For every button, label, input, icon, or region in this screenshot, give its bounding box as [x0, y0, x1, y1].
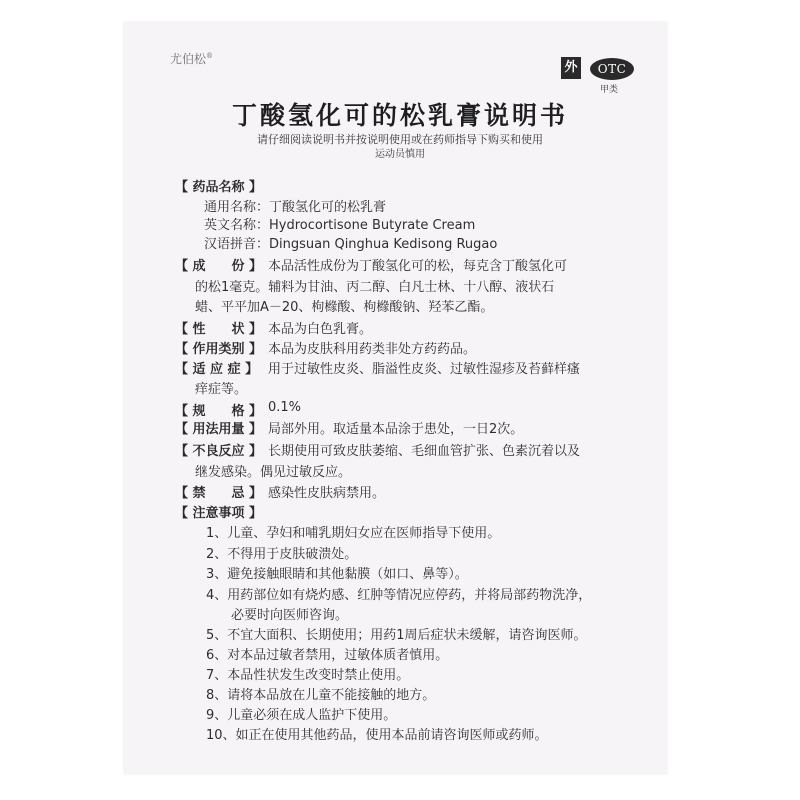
pinyin-name: 汉语拼音：Dingsuan Qinghua Kedisong Rugao [204, 237, 498, 252]
category-text: 本品为皮肤科用药类非处方药药品。 [268, 342, 477, 357]
composition-text: 本品活性成份为丁酸氢化可的松，每克含丁酸氢化可 [268, 259, 568, 274]
precaution-item: 6、对本品过敏者禁用，过敏体质者慎用。 [206, 648, 449, 663]
section-label-category: 【 作用类别 】 [175, 342, 263, 357]
composition-text: 的松1毫克。辅料为甘油、丙二醇、白凡士林、十八醇、液状石 [195, 280, 555, 295]
precaution-item: 5、不宜大面积、长期使用；用药1周后症状未缓解，请咨询医师。 [206, 628, 587, 643]
otc-badge: OTC [590, 58, 634, 80]
document-title: 丁酸氢化可的松乳膏说明书 [231, 101, 568, 130]
section-label-drug-name: 【 药品名称 】 [175, 180, 263, 195]
section-label-appearance: 【 性 状 】 [175, 322, 263, 337]
generic-name: 通用名称：丁酸氢化可的松乳膏 [204, 200, 387, 215]
precaution-item: 10、如正在使用其他药品，使用本品前请咨询医师或药师。 [206, 728, 548, 743]
spec-text: 0.1% [268, 400, 302, 415]
precaution-item: 必要时向医师咨询。 [231, 608, 349, 623]
contraindications-text: 感染性皮肤病禁用。 [268, 486, 386, 501]
precaution-item: 9、儿童必须在成人监护下使用。 [206, 708, 397, 723]
section-label-adverse: 【 不良反应 】 [175, 444, 263, 459]
indications-text: 用于过敏性皮炎、脂溢性皮炎、过敏性湿疹及苔藓样瘙 [268, 362, 581, 377]
brand-logo: 尤伯松® [170, 52, 214, 66]
otc-class-label: 甲类 [600, 85, 619, 95]
precaution-item: 8、请将本品放在儿童不能接触的地方。 [206, 688, 436, 703]
section-label-composition: 【 成 份 】 [175, 259, 263, 274]
athlete-warning: 运动员慎用 [375, 149, 425, 160]
precaution-item: 1、儿童、孕妇和哺乳期妇女应在医师指导下使用。 [206, 526, 501, 541]
section-label-precautions: 【 注意事项 】 [175, 506, 263, 521]
section-label-indications: 【 适 应 症 】 [175, 362, 259, 377]
indications-text: 痒症等。 [195, 382, 248, 397]
usage-instruction: 请仔细阅读说明书并按说明使用或在药师指导下购买和使用 [257, 133, 543, 146]
adverse-text: 长期使用可致皮肤萎缩、毛细血管扩张、色素沉着以及 [268, 444, 581, 459]
composition-text: 蜡、平平加A－20、枸橼酸、枸橼酸钠、羟苯乙酯。 [195, 300, 494, 315]
usage-text: 局部外用。取适量本品涂于患处，一日2次。 [268, 422, 524, 437]
adverse-text: 继发感染。偶见过敏反应。 [195, 465, 352, 480]
section-label-spec: 【 规 格 】 [175, 404, 263, 419]
precaution-item: 7、本品性状发生改变时禁止使用。 [206, 668, 410, 683]
precaution-item: 3、避免接触眼睛和其他黏膜（如口、鼻等）。 [206, 567, 468, 582]
precaution-item: 2、不得用于皮肤破溃处。 [206, 547, 358, 562]
precaution-item: 4、用药部位如有烧灼感、红肿等情况应停药，并将局部药物洗净， [206, 588, 592, 603]
section-label-contraindications: 【 禁 忌 】 [175, 486, 263, 501]
external-use-badge: 外 [561, 57, 581, 79]
appearance-text: 本品为白色乳膏。 [268, 322, 373, 337]
english-name: 英文名称：Hydrocortisone Butyrate Cream [204, 218, 476, 233]
section-label-usage: 【 用法用量 】 [175, 422, 263, 437]
